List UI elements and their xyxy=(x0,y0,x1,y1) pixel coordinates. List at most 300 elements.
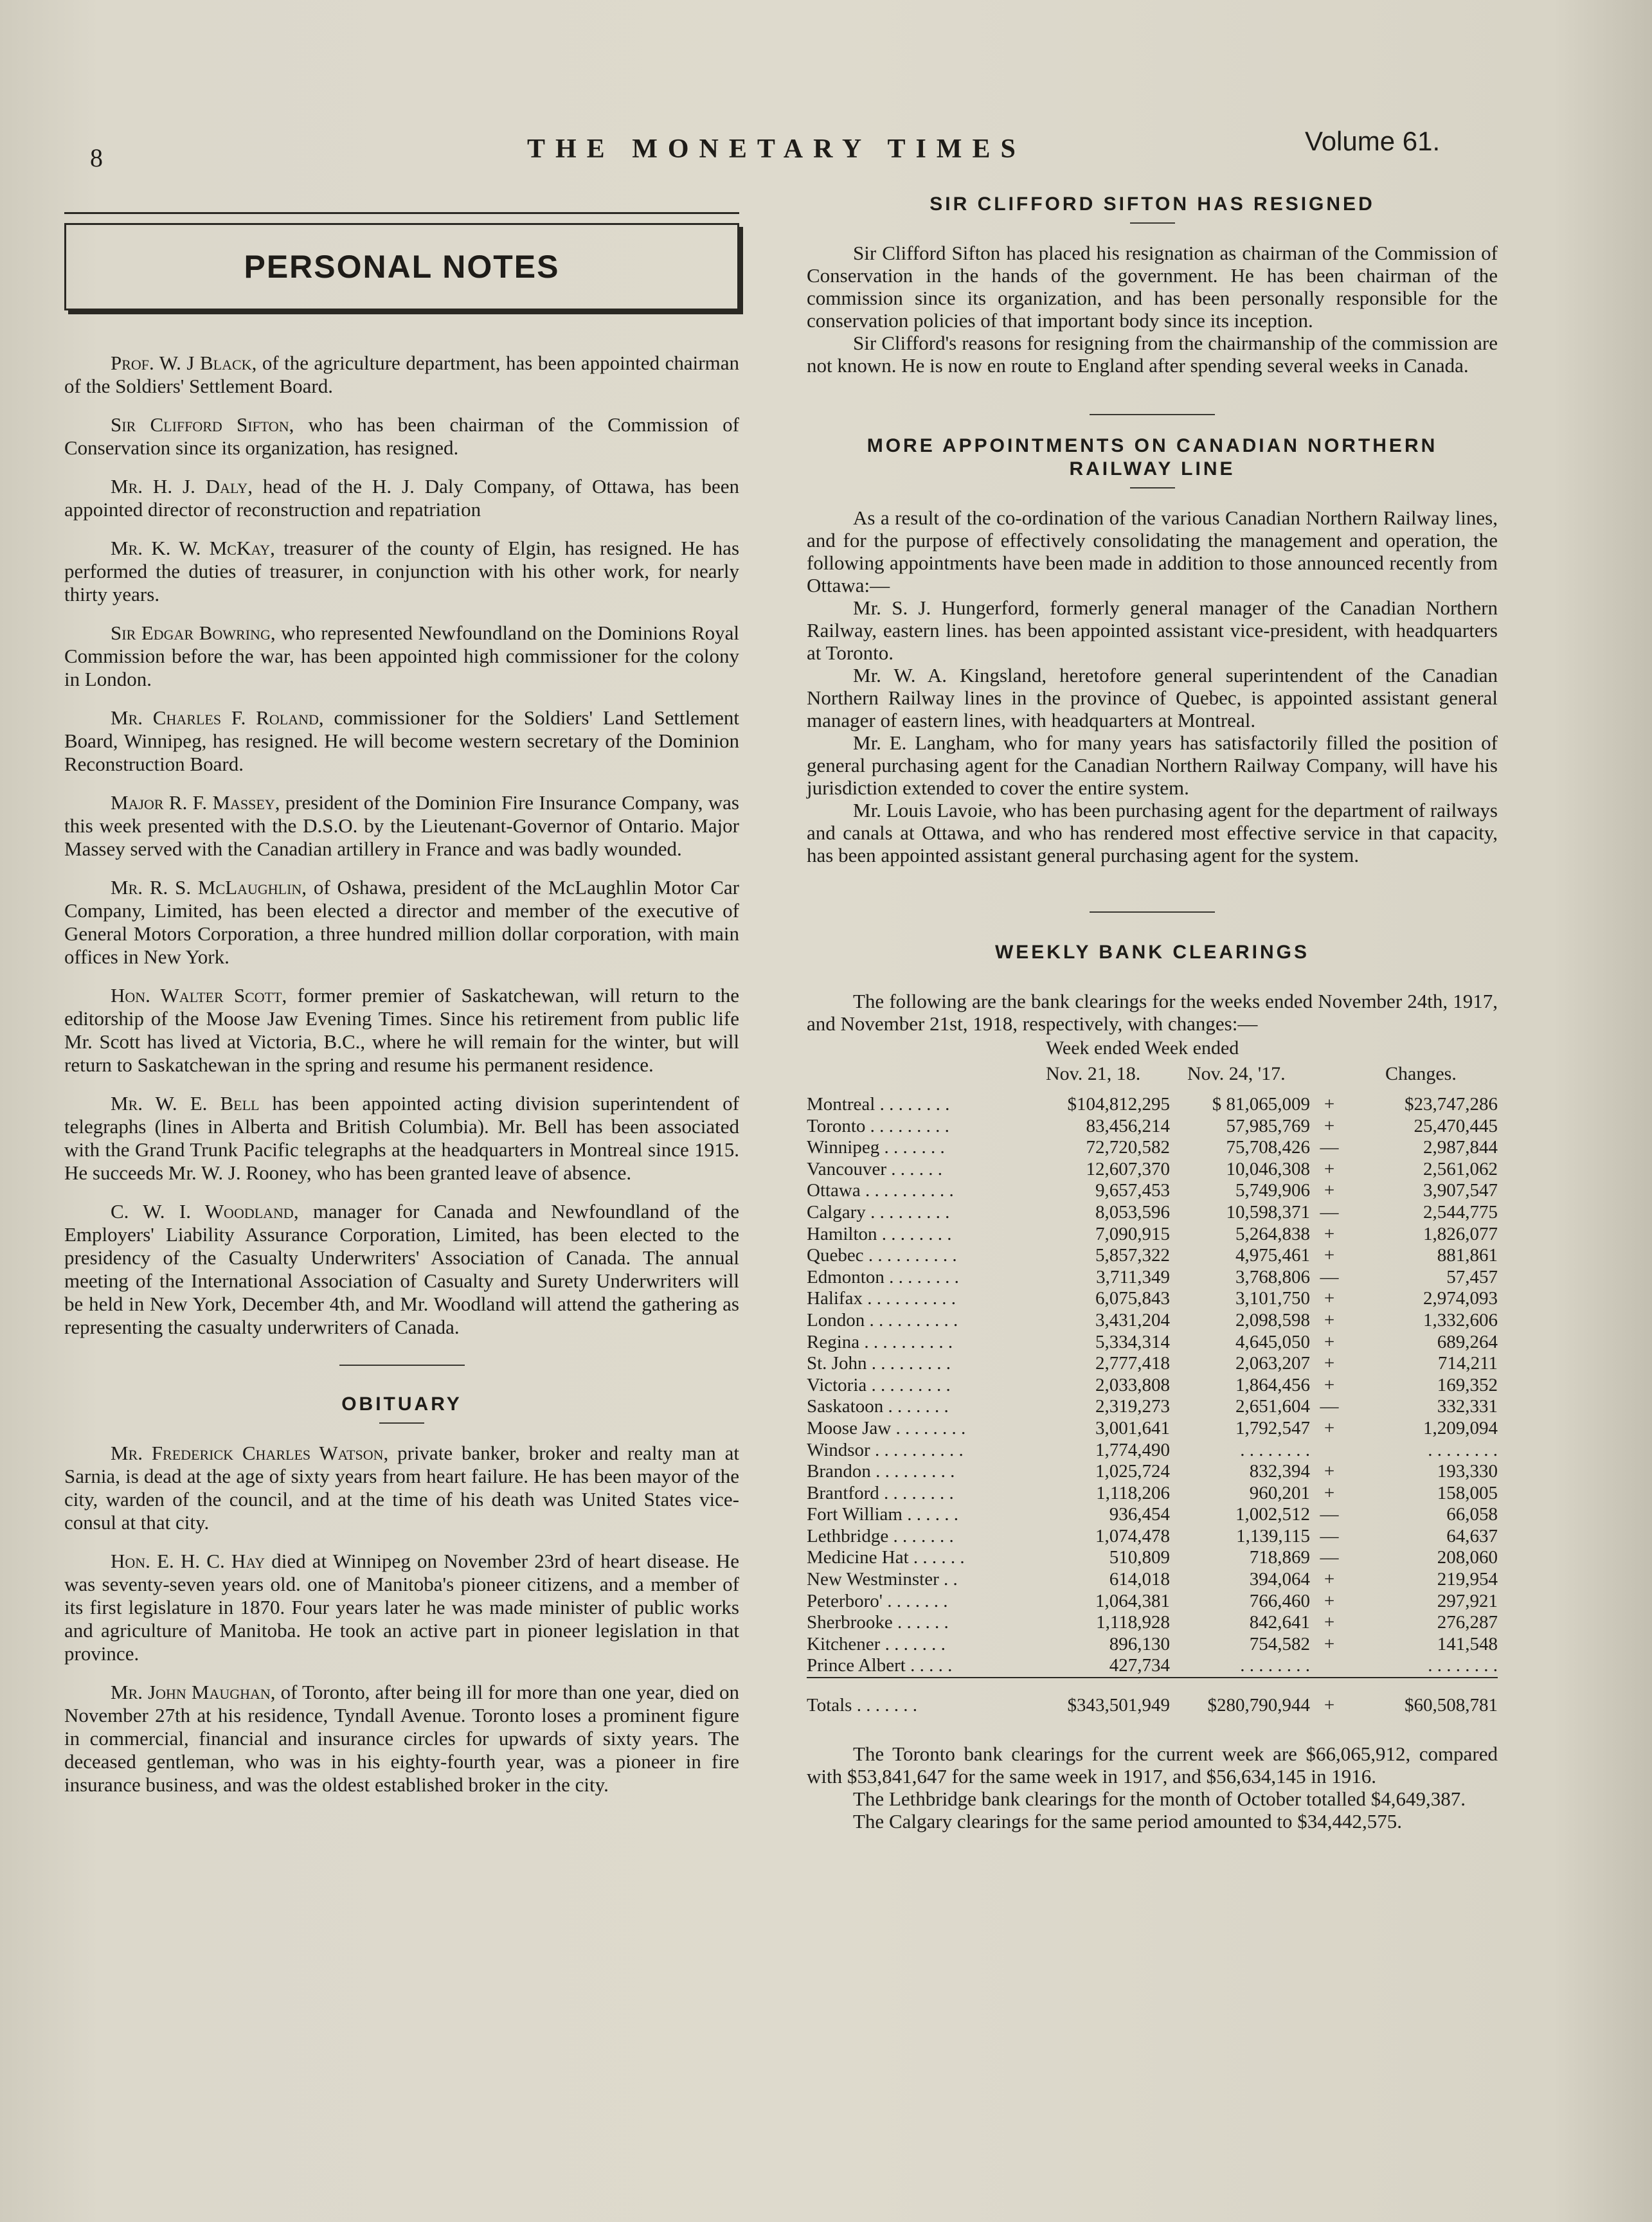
city-name: Hamilton xyxy=(807,1223,877,1244)
clearings-1917-cell: 1,002,512 xyxy=(1235,1504,1310,1525)
table-row xyxy=(807,1526,1498,1548)
change-sign-cell: — xyxy=(1320,1504,1339,1525)
note-item xyxy=(64,622,739,691)
change-sign-cell: + xyxy=(1324,1374,1335,1395)
clearings-1918-cell: 2,319,273 xyxy=(1095,1396,1170,1417)
city-name: Winnipeg xyxy=(807,1137,880,1158)
change-sign-cell: + xyxy=(1324,1223,1335,1244)
clearings-1917-cell: 754,582 xyxy=(1249,1633,1310,1654)
clearings-1918-cell: 936,454 xyxy=(1109,1504,1170,1525)
clearings-1918-cell: 1,118,928 xyxy=(1096,1612,1170,1633)
totals-row xyxy=(807,1678,1498,1717)
table-row xyxy=(807,1504,1498,1526)
note-text: , commissioner for the Soldiers' Land Settlement Board, Winnipeg, has resigned. He will become western secretary of the Dominion Reconstruction Board. xyxy=(64,706,739,775)
short-rule xyxy=(1130,222,1175,224)
leader-dots: . . xyxy=(938,1569,958,1590)
leader-dots: . . . . . . . . . . xyxy=(870,1439,964,1460)
table-row xyxy=(807,1137,1498,1159)
clearings-1917-cell: 960,201 xyxy=(1249,1482,1310,1503)
person-name: Hon. Walter Scott xyxy=(111,984,282,1007)
change-cell: $23,747,286 xyxy=(1405,1094,1498,1115)
table-row xyxy=(807,1375,1498,1397)
city-name: Kitchener xyxy=(807,1633,881,1654)
clearings-1917-cell: 718,869 xyxy=(1249,1547,1310,1568)
leader-dots: . . . . . . . . . xyxy=(866,1353,951,1374)
change-cell: 169,352 xyxy=(1437,1374,1498,1395)
city-cell xyxy=(807,1591,1038,1613)
city-cell xyxy=(807,1245,1038,1267)
clearings-1917-cell: 832,394 xyxy=(1249,1461,1310,1482)
short-rule xyxy=(1130,487,1175,488)
table-row xyxy=(807,1483,1498,1505)
obituary-list xyxy=(64,1442,739,1796)
city-cell xyxy=(807,1310,1038,1332)
change-sign-cell: + xyxy=(1324,1353,1335,1374)
clearings-1918-cell: 9,657,453 xyxy=(1095,1180,1170,1201)
change-sign-cell: + xyxy=(1324,1590,1335,1611)
clearings-title: WEEKLY BANK CLEARINGS xyxy=(994,942,1310,963)
clearings-1917-cell: 394,064 xyxy=(1249,1569,1310,1590)
clearings-1917-cell: 842,641 xyxy=(1249,1612,1310,1633)
obituary-item xyxy=(64,1681,739,1796)
clearings-1917-cell: 766,460 xyxy=(1249,1590,1310,1611)
short-rule xyxy=(379,1422,424,1424)
clearings-1918-cell: 427,734 xyxy=(1109,1655,1170,1676)
note-item xyxy=(64,876,739,969)
change-cell: 1,209,094 xyxy=(1423,1417,1498,1438)
person-name: Sir Clifford Sifton xyxy=(111,413,289,436)
change-sign-cell: — xyxy=(1320,1396,1339,1417)
clearings-1918-cell: 614,018 xyxy=(1109,1569,1170,1590)
clearings-note: The Calgary clearings for the same period amounted to $34,442,575. xyxy=(853,1809,1402,1832)
leader-dots: . . . . . . . . . . xyxy=(865,1309,958,1331)
leader-dots: . . . . . . . xyxy=(883,1396,949,1417)
change-sign-cell xyxy=(1310,1655,1349,1678)
clearings-1918-cell: 1,774,490 xyxy=(1095,1439,1170,1460)
city-cell xyxy=(807,1180,1038,1202)
column-heading-changes: Changes. xyxy=(1385,1063,1457,1084)
table-row xyxy=(807,1310,1498,1332)
leader-dots: . . . . . . . . . xyxy=(865,1115,949,1136)
note-item xyxy=(64,1092,739,1185)
city-name: Regina xyxy=(807,1331,860,1352)
change-cell: 297,921 xyxy=(1437,1590,1498,1611)
leader-dots: . . . . . . xyxy=(908,1547,965,1568)
note-item xyxy=(64,352,739,398)
clearings-intro: The following are the bank clearings for the weeks ended November 24th, 1917, and November 21st, 1918, respectively, with changes:— xyxy=(807,990,1498,1035)
table-row xyxy=(807,1180,1498,1202)
appointments-paragraph: Mr. W. A. Kingsland, heretofore general superintendent of the Canadian Northern Railway lines in the province of Quebec, is appointed assistant general manager of eastern lines, with headquarters at Montreal. xyxy=(807,664,1498,731)
leader-dots: . . . . . . . . . . xyxy=(859,1331,953,1352)
change-cell: 276,287 xyxy=(1437,1612,1498,1633)
clearings-1918-cell: 3,431,204 xyxy=(1095,1309,1170,1331)
city-name: Windsor xyxy=(807,1439,870,1460)
clearings-1917-cell: 10,598,371 xyxy=(1226,1201,1310,1223)
clearings-1917-cell: 1,864,456 xyxy=(1235,1374,1310,1395)
city-name: Ottawa xyxy=(807,1180,861,1201)
city-cell xyxy=(807,1526,1038,1548)
clearings-1918-cell: 2,033,808 xyxy=(1095,1374,1170,1395)
person-name: Mr. Frederick Charles Watson xyxy=(111,1442,384,1464)
change-sign-cell: + xyxy=(1324,1482,1335,1503)
change-sign-cell: — xyxy=(1320,1201,1339,1223)
change-cell: $60,508,781 xyxy=(1349,1678,1498,1717)
leader-dots: . . . . . . . . . . xyxy=(862,1288,956,1309)
change-sign-cell: — xyxy=(1320,1266,1339,1287)
clearings-table xyxy=(807,1094,1498,1717)
city-name: Lethbridge xyxy=(807,1525,889,1546)
table-row xyxy=(807,1288,1498,1310)
clearings-table-header xyxy=(807,1035,1498,1094)
note-text: , private banker, broker and realty man at Sarnia, is dead at the age of sixty years from heart failure. He has been mayor of the city, warden of the council, and at the time of his death was United States vice-consul at that city. xyxy=(64,1442,739,1534)
note-text: , of the agriculture department, has been appointed chairman of the Soldiers' Settlement Board. xyxy=(64,352,739,397)
right-column xyxy=(807,193,1498,1832)
clearings-1917-cell: 3,768,806 xyxy=(1235,1266,1310,1287)
totals-label: Totals xyxy=(807,1695,852,1716)
city-cell xyxy=(807,1159,1038,1181)
city-cell xyxy=(807,1678,1038,1717)
city-cell xyxy=(807,1396,1038,1418)
table-row xyxy=(807,1569,1498,1591)
appointments-article-title: MORE APPOINTMENTS ON CANADIAN NORTHERN RAILWAY LINE xyxy=(866,435,1438,479)
clearings-1917-cell: $ 81,065,009 xyxy=(1212,1094,1310,1115)
clearings-1918-cell: 5,334,314 xyxy=(1095,1331,1170,1352)
change-sign-cell: + xyxy=(1324,1633,1335,1654)
city-cell xyxy=(807,1137,1038,1159)
note-item xyxy=(64,984,739,1077)
clearings-1918-cell: 8,053,596 xyxy=(1095,1201,1170,1223)
table-row xyxy=(807,1612,1498,1634)
change-sign-cell: + xyxy=(1324,1331,1335,1352)
city-name: St. John xyxy=(807,1353,867,1374)
clearings-1917-cell: 57,985,769 xyxy=(1226,1115,1310,1136)
person-name: Mr. H. J. Daly xyxy=(111,475,248,497)
change-cell: 2,561,062 xyxy=(1423,1158,1498,1179)
change-sign-cell: + xyxy=(1324,1417,1335,1438)
appointments-paragraph: Mr. Louis Lavoie, who has been purchasing agent for the department of railways and canals at Ottawa, and who has rendered most effective service in that capacity, has been appointed assistant general purchasing agent for the system. xyxy=(807,799,1498,866)
clearings-note: The Lethbridge bank clearings for the month of October totalled $4,649,387. xyxy=(853,1787,1466,1810)
note-text: , head of the H. J. Daly Company, of Ottawa, has been appointed director of reconstruction and repatriation xyxy=(64,475,739,521)
column-heading-1918: Nov. 21, 18. xyxy=(1046,1063,1141,1084)
section-divider xyxy=(1090,911,1215,913)
sifton-paragraph: Sir Clifford Sifton has placed his resignation as chairman of the Commission of Conservation in the hands of the government. He has been chairman of the commission since its organization, and has been personally responsible for the conservation policies of that important body since its inception. xyxy=(807,242,1498,332)
clearings-1917-cell: 1,139,115 xyxy=(1236,1525,1310,1546)
city-cell xyxy=(807,1094,1038,1116)
change-sign-cell: — xyxy=(1320,1525,1339,1546)
change-cell: 208,060 xyxy=(1437,1547,1498,1568)
clearings-1918-cell: 1,118,206 xyxy=(1096,1482,1170,1503)
change-cell: 2,974,093 xyxy=(1423,1288,1498,1309)
change-sign-cell: + xyxy=(1324,1158,1335,1179)
city-name: Fort William xyxy=(807,1504,902,1525)
clearings-1917-cell: 3,101,750 xyxy=(1235,1288,1310,1309)
city-cell xyxy=(807,1569,1038,1591)
person-name: Mr. K. W. McKay xyxy=(111,537,271,559)
change-sign-cell: + xyxy=(1324,1569,1335,1590)
note-item xyxy=(64,791,739,861)
note-text: , who has been chairman of the Commission of Conservation since its organization, has resigned. xyxy=(64,413,739,459)
table-row xyxy=(807,1634,1498,1656)
leader-dots: . . . . . . . xyxy=(880,1633,946,1654)
change-sign-cell: + xyxy=(1324,1288,1335,1309)
change-cell: 3,907,547 xyxy=(1423,1180,1498,1201)
clearings-1917-cell: 2,651,604 xyxy=(1235,1396,1310,1417)
section-divider xyxy=(339,1365,465,1366)
table-row xyxy=(807,1094,1498,1116)
clearings-1917-cell: . . . . . . . . xyxy=(1240,1439,1310,1460)
clearings-1918-cell: $343,501,949 xyxy=(1038,1678,1175,1717)
change-cell: . . . . . . . . xyxy=(1428,1439,1498,1460)
clearings-1917-cell: 75,708,426 xyxy=(1226,1137,1310,1158)
city-cell xyxy=(807,1634,1038,1656)
city-name: Halifax xyxy=(807,1288,863,1309)
clearings-1917-cell: 5,264,838 xyxy=(1235,1223,1310,1244)
change-cell: 57,457 xyxy=(1446,1266,1498,1287)
table-row xyxy=(807,1353,1498,1375)
clearings-1918-cell: 510,809 xyxy=(1109,1547,1170,1568)
leader-dots: . . . . . . . . xyxy=(891,1417,966,1438)
change-cell: 689,264 xyxy=(1437,1331,1498,1352)
note-item xyxy=(64,706,739,776)
clearings-1918-cell: 896,130 xyxy=(1109,1633,1170,1654)
city-name: Victoria xyxy=(807,1374,867,1395)
personal-notes-title: PERSONAL NOTES xyxy=(244,249,560,285)
change-cell: 141,548 xyxy=(1437,1633,1498,1654)
change-sign-cell: + xyxy=(1324,1612,1335,1633)
section-divider xyxy=(1090,414,1215,415)
change-sign-cell: + xyxy=(1324,1245,1335,1266)
table-row xyxy=(807,1418,1498,1440)
clearings-1918-cell: 2,777,418 xyxy=(1095,1353,1170,1374)
city-cell xyxy=(807,1547,1038,1569)
obituary-item xyxy=(64,1442,739,1534)
leader-dots: . . . . . . xyxy=(892,1612,949,1633)
note-text: , of Oshawa, president of the McLaughlin Motor Car Company, Limited, has been elected a director and member of the executive of General Motors Corporation, a three hundred million dollar corporation, with main offices in New York. xyxy=(64,876,739,968)
note-item xyxy=(64,475,739,521)
city-name: Toronto xyxy=(807,1115,866,1136)
city-cell xyxy=(807,1288,1038,1310)
table-row xyxy=(807,1440,1498,1462)
change-cell: 332,331 xyxy=(1437,1396,1498,1417)
table-row xyxy=(807,1396,1498,1418)
city-cell xyxy=(807,1483,1038,1505)
volume-label: Volume 61. xyxy=(1305,126,1441,156)
leader-dots: . . . . . . xyxy=(886,1158,943,1179)
city-name: Sherbrooke xyxy=(807,1612,893,1633)
sifton-article-title: SIR CLIFFORD SIFTON HAS RESIGNED xyxy=(929,193,1375,215)
clearings-1918-cell: $104,812,295 xyxy=(1067,1094,1170,1115)
change-cell: 64,637 xyxy=(1446,1525,1498,1546)
city-cell xyxy=(807,1224,1038,1246)
change-sign-cell: + xyxy=(1324,1180,1335,1201)
clearings-1917-cell: 2,098,598 xyxy=(1235,1309,1310,1331)
change-cell: 714,211 xyxy=(1437,1353,1498,1374)
change-sign-cell: + xyxy=(1324,1461,1335,1482)
clearings-1918-cell: 1,074,478 xyxy=(1095,1525,1170,1546)
change-cell: 158,005 xyxy=(1437,1482,1498,1503)
clearings-1918-cell: 1,064,381 xyxy=(1095,1590,1170,1611)
clearings-1918-cell: 83,456,214 xyxy=(1086,1115,1170,1136)
person-name: Major R. F. Massey xyxy=(111,791,275,814)
person-name: Prof. W. J Black xyxy=(111,352,252,374)
change-cell: 25,470,445 xyxy=(1414,1115,1498,1136)
clearings-1918-cell: 3,001,641 xyxy=(1095,1417,1170,1438)
note-text: , of Toronto, after being ill for more than one year, died on November 27th at his residence, Tyndall Avenue. Toronto loses a prominent figure in commercial, financial and insurance circles for upwards of sixty years. The deceased gentleman, who was in his eighty-fourth year, was a pioneer in fire insurance business, and was the oldest established broker in the city. xyxy=(64,1681,740,1796)
table-row xyxy=(807,1332,1498,1354)
appointments-paragraph: Mr. E. Langham, who for many years has satisfactorily filled the position of general purchasing agent for the Canadian Northern Railway Company, will have his jurisdiction extended to cover the entire system. xyxy=(807,731,1498,799)
personal-notes-header-box xyxy=(64,223,739,310)
change-cell: . . . . . . . . xyxy=(1428,1655,1498,1676)
personal-notes-list xyxy=(64,352,739,1339)
change-cell: 881,861 xyxy=(1437,1245,1498,1266)
city-cell xyxy=(807,1418,1038,1440)
leader-dots: . . . . . . . . xyxy=(877,1223,952,1244)
clearings-notes xyxy=(807,1743,1498,1832)
change-sign-cell: + xyxy=(1324,1115,1335,1136)
change-sign-cell xyxy=(1310,1440,1349,1462)
leader-dots: . . . . . . . . . xyxy=(865,1201,950,1223)
table-row xyxy=(807,1591,1498,1613)
change-sign-cell: + xyxy=(1324,1309,1335,1331)
city-name: Brantford xyxy=(807,1482,879,1503)
obituary-title: OBITUARY xyxy=(341,1393,462,1415)
change-cell: 219,954 xyxy=(1437,1569,1498,1590)
note-text: , former premier of Saskatchewan, will return to the editorship of the Moose Jaw Evening Times. Since his retirement from public life Mr. Scott has lived at Victoria, B.C., where he will remain for the winter, but will return to Saskatchewan in the spring and resume his permanent residence. xyxy=(64,984,739,1076)
clearings-note: The Toronto bank clearings for the current week are $66,065,912, compared with $53,841,647 for the same week in 1917, and $56,634,145 in 1916. xyxy=(807,1742,1498,1787)
clearings-1917-cell: 4,645,050 xyxy=(1235,1331,1310,1352)
clearings-1917-cell: 4,975,461 xyxy=(1235,1245,1310,1266)
city-name: London xyxy=(807,1309,865,1331)
change-cell: 2,544,775 xyxy=(1423,1201,1498,1223)
city-name: Moose Jaw xyxy=(807,1417,892,1438)
note-text: , treasurer of the county of Elgin, has resigned. He has performed the duties of treasurer, in conjunction with his other work, for nearly thirty years. xyxy=(64,537,740,605)
leader-dots: . . . . . . . . . . xyxy=(863,1245,957,1266)
leader-dots: . . . . . . . xyxy=(852,1695,917,1716)
obituary-item xyxy=(64,1550,739,1665)
clearings-1918-cell: 7,090,915 xyxy=(1095,1223,1170,1244)
note-text: , president of the Dominion Fire Insurance Company, was this week presented with the D.S.O. by the Lieutenant-Governor of Ontario. Major Massey served with the Canadian artillery in France and was badly wounded. xyxy=(64,791,739,860)
leader-dots: . . . . . . . . xyxy=(875,1094,950,1115)
leader-dots: . . . . . . . . xyxy=(884,1266,959,1287)
city-cell xyxy=(807,1612,1038,1634)
city-cell xyxy=(807,1461,1038,1483)
note-text: , manager for Canada and Newfoundland of the Employers' Liability Assurance Corporation, Limited, has been elected to the presidency of the Casualty Underwriters' Association of Canada. The annual meeting of the International Association of Casualty and Surety Underwriters will be held in New York, December 4th, and Mr. Woodland will attend the gathering as representing the casualty underwriters of Canada. xyxy=(64,1200,739,1338)
sifton-article-body xyxy=(807,242,1498,377)
leader-dots: . . . . . xyxy=(905,1655,953,1676)
leader-dots: . . . . . . . . . . xyxy=(860,1180,954,1201)
city-name: Brandon xyxy=(807,1461,871,1482)
sifton-paragraph: Sir Clifford's reasons for resigning from the chairmanship of the commission are not known. He is now en route to England after spending several weeks in Canada. xyxy=(807,332,1498,377)
city-name: Vancouver xyxy=(807,1158,887,1179)
city-name: Edmonton xyxy=(807,1266,884,1287)
clearings-1918-cell: 72,720,582 xyxy=(1086,1137,1170,1158)
city-name: Montreal xyxy=(807,1094,875,1115)
city-name: New Westminster xyxy=(807,1569,939,1590)
person-name: Mr. Charles F. Roland xyxy=(111,706,319,729)
appointments-paragraph: Mr. S. J. Hungerford, formerly general manager of the Canadian Northern Railway, eastern lines. has been appointed assistant vice-president, with headquarters at Toronto. xyxy=(807,596,1498,664)
city-cell xyxy=(807,1504,1038,1526)
city-cell xyxy=(807,1116,1038,1138)
change-cell: 193,330 xyxy=(1437,1461,1498,1482)
city-cell xyxy=(807,1440,1038,1462)
top-rule xyxy=(64,212,739,214)
note-item xyxy=(64,413,739,460)
column-heading-1917: Nov. 24, '17. xyxy=(1187,1063,1286,1084)
table-row xyxy=(807,1116,1498,1138)
leader-dots: . . . . . . xyxy=(902,1504,958,1525)
page-number: 8 xyxy=(90,143,103,172)
table-row xyxy=(807,1547,1498,1569)
table-row xyxy=(807,1267,1498,1289)
change-cell: 2,987,844 xyxy=(1423,1137,1498,1158)
clearings-1917-cell: $280,790,944 xyxy=(1175,1678,1310,1717)
table-row xyxy=(807,1245,1498,1267)
leader-dots: . . . . . . . . . xyxy=(866,1374,951,1395)
table-row xyxy=(807,1655,1498,1678)
table-row xyxy=(807,1224,1498,1246)
person-name: Sir Edgar Bowring xyxy=(111,622,271,644)
left-column xyxy=(64,212,739,1812)
clearings-1918-cell: 1,025,724 xyxy=(1095,1461,1170,1482)
clearings-1918-cell: 5,857,322 xyxy=(1095,1245,1170,1266)
change-sign-cell: — xyxy=(1320,1547,1339,1568)
leader-dots: . . . . . . . . . xyxy=(870,1461,955,1482)
clearings-1917-cell: . . . . . . . . xyxy=(1240,1655,1310,1676)
change-sign-cell: + xyxy=(1324,1094,1335,1115)
city-cell xyxy=(807,1375,1038,1397)
change-cell: 1,826,077 xyxy=(1423,1223,1498,1244)
clearings-1917-cell: 10,046,308 xyxy=(1226,1158,1310,1179)
column-heading-week-ended: Week ended Week ended xyxy=(1046,1037,1239,1059)
city-name: Medicine Hat xyxy=(807,1547,909,1568)
change-cell: 1,332,606 xyxy=(1423,1309,1498,1331)
city-name: Quebec xyxy=(807,1245,864,1266)
publication-title: THE MONETARY TIMES xyxy=(527,134,1026,164)
leader-dots: . . . . . . . xyxy=(879,1137,945,1158)
leader-dots: . . . . . . . . xyxy=(879,1482,954,1503)
note-item xyxy=(64,537,739,606)
person-name: Hon. E. H. C. Hay xyxy=(111,1550,265,1572)
appointments-article-body xyxy=(807,506,1498,866)
clearings-1917-cell: 1,792,547 xyxy=(1235,1417,1310,1438)
table-row xyxy=(807,1202,1498,1224)
city-cell xyxy=(807,1353,1038,1375)
clearings-1917-cell: 5,749,906 xyxy=(1235,1180,1310,1201)
city-cell xyxy=(807,1332,1038,1354)
leader-dots: . . . . . . . xyxy=(882,1590,948,1611)
change-sign-cell: — xyxy=(1320,1137,1339,1158)
change-sign-cell: + xyxy=(1310,1678,1349,1717)
table-row xyxy=(807,1461,1498,1483)
change-cell: 66,058 xyxy=(1446,1504,1498,1525)
city-name: Calgary xyxy=(807,1201,866,1223)
clearings-1917-cell: 2,063,207 xyxy=(1235,1353,1310,1374)
city-cell xyxy=(807,1202,1038,1224)
person-name: Mr. John Maughan xyxy=(111,1681,271,1703)
appointments-paragraph: As a result of the co-ordination of the various Canadian Northern Railway lines, and for the purpose of effectively consolidating the management and operation, the following appointments have been made in addition to those announced recently from Ottawa:— xyxy=(807,506,1498,596)
table-row xyxy=(807,1159,1498,1181)
person-name: Mr. W. E. Bell xyxy=(111,1092,260,1115)
city-cell xyxy=(807,1267,1038,1289)
clearings-1918-cell: 3,711,349 xyxy=(1096,1266,1170,1287)
note-text: has been appointed acting division superintendent of telegraphs (lines in Alberta and British Columbia). Mr. Bell has been associated with the Grand Trunk Pacific telegraphs at the headquarters in Montreal since 1915. He succeeds Mr. W. J. Rooney, who has been granted leave of absence. xyxy=(64,1092,739,1184)
leader-dots: . . . . . . . xyxy=(888,1525,954,1546)
person-name: Mr. R. S. McLaughlin xyxy=(111,876,302,899)
city-cell xyxy=(807,1655,1038,1678)
note-text: died at Winnipeg on November 23rd of heart disease. He was seventy-seven years old. one of Manitoba's pioneer citizens, and a member of its first legislature in 1870. Four years later he was made minister of public works and agriculture of Manitoba. He took an active part in pioneer legislation in that province. xyxy=(64,1550,739,1665)
note-item xyxy=(64,1200,739,1339)
clearings-1918-cell: 12,607,370 xyxy=(1086,1158,1170,1179)
